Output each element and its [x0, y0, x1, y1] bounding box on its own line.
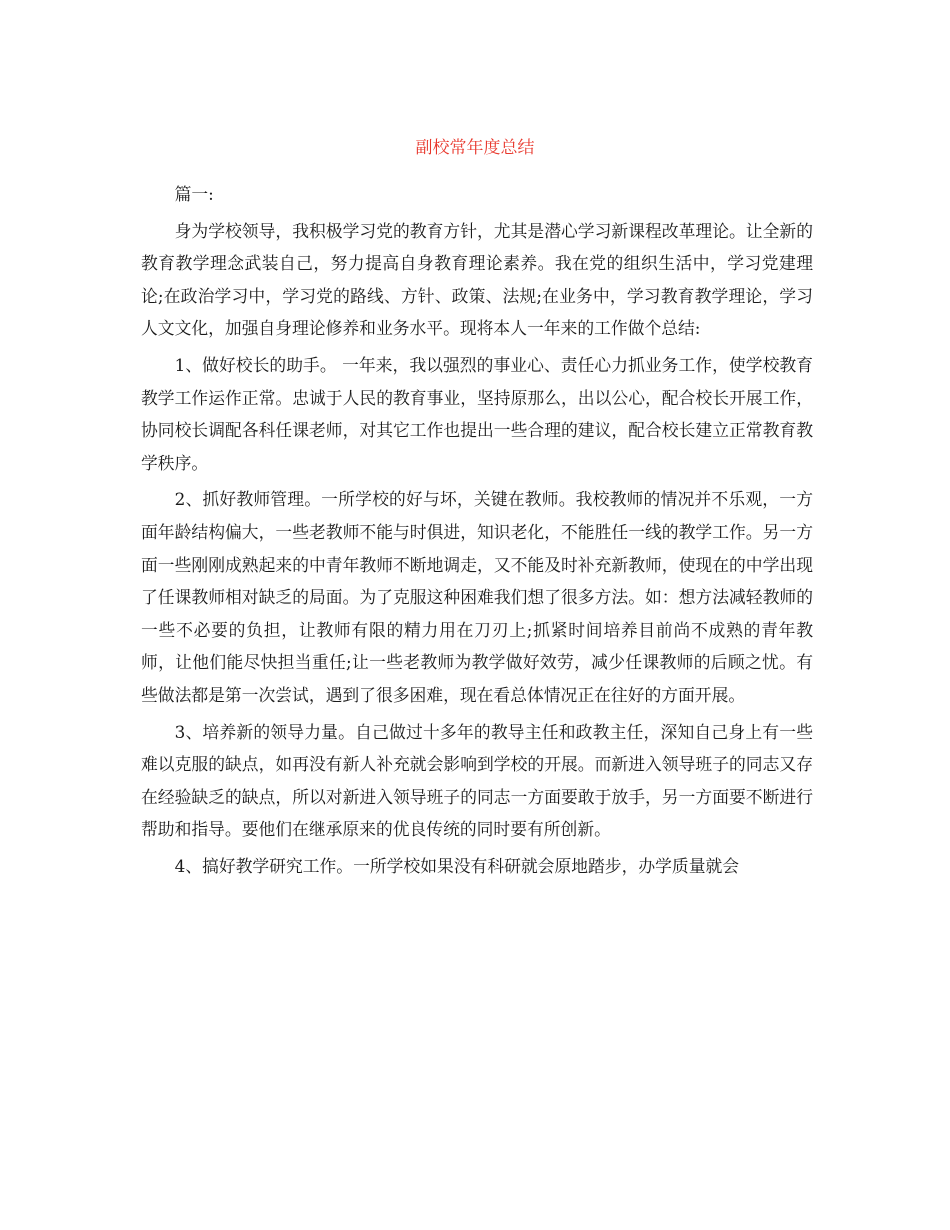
paragraph-item-4: 4、搞好教学研究工作。一所学校如果没有科研就会原地踏步，办学质量就会 [174, 855, 740, 876]
paragraph-item-2: 2、抓好教师管理。一所学校的好与坏，关键在教师。我校教师的情况并不乐观，一方面年龄结构偏大，一些老教师不能与时俱进，知识老化，不能胜任一线的教学工作。另一方面一些刚刚成熟起来的中青年教师不断地调走，又不能及时补充新教师，使现在的中学出现了任课教师相对缺乏的局面。为了克服这种困难我们想了很多方法。如：想方法减轻教师的一些不必要的负担，让教师有限的精力用在刀刃上;抓紧时间培养目前尚不成熟的青年教师，让他们能尽快担当重任;让一些老教师为教学做好效劳，减少任课教师的后顾之忧。有些做法都是第一次尝试，遇到了很多困难，现在看总体情况正在往好的方面开展。 [141, 489, 813, 705]
paragraph-intro: 身为学校领导，我积极学习党的教育方针，尤其是潜心学习新课程改革理论。让全新的教育教学理念武装自己，努力提高自身教育理论素养。我在党的组织生活中，学习党建理论;在政治学习中，学习党的路线、方针、政策、法规;在业务中，学习教育教学理论，学习人文文化，加强自身理论修养和业务水平。现将本人一年来的工作做个总结: [141, 220, 813, 339]
paragraph-item-1: 1、做好校长的助手。 一年来，我以强烈的事业心、责任心力抓业务工作，使学校教育教学工作运作正常。忠诚于人民的教育事业，坚持原那么，出以公心，配合校长开展工作，协同校长调配各科任课老师，对其它工作也提出一些合理的建议，配合校长建立正常教育教学秩序。 [141, 354, 813, 473]
document-title: 副校常年度总结 [415, 138, 535, 158]
paragraph-item-3: 3、培养新的领导力量。自己做过十多年的教导主任和政教主任，深知自己身上有一些难以克服的缺点，如再没有新人补充就会影响到学校的开展。而新进入领导班子的同志又存在经验缺乏的缺点，所以对新进入领导班子的同志一方面要敢于放手，另一方面要不断进行帮助和指导。要他们在继承原来的优良传统的同时要有所创新。 [141, 721, 813, 840]
section-heading: 篇一: [174, 184, 214, 204]
document-body [141, 178, 813, 886]
